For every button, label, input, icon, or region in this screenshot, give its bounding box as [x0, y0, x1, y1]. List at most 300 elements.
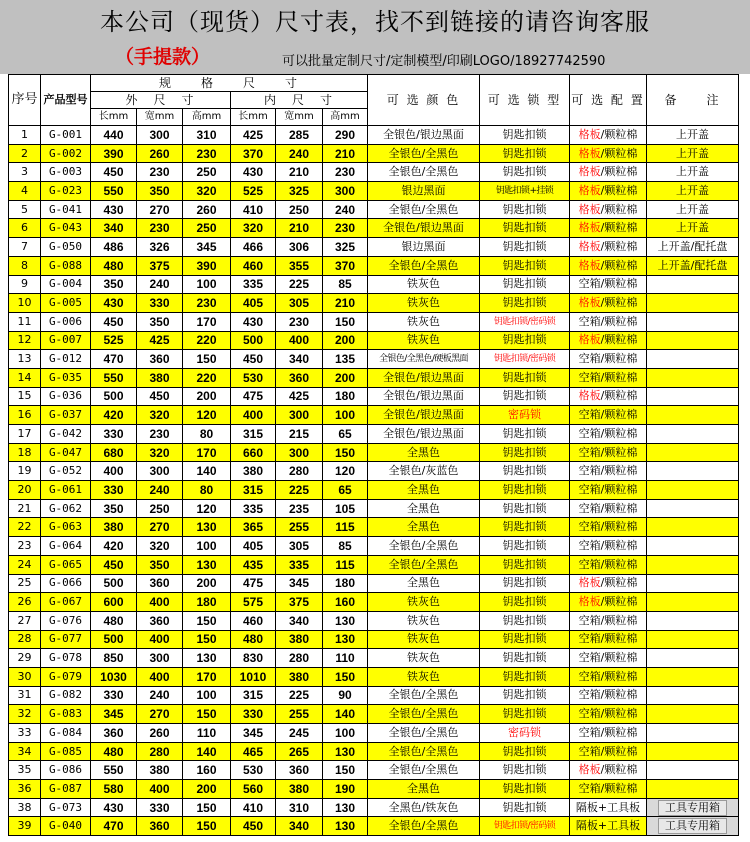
row-index: 10	[9, 294, 41, 313]
row-config	[570, 462, 647, 481]
table-row	[9, 425, 739, 444]
outer-height: 140	[183, 462, 231, 481]
row-color: 全银色/全黑色	[368, 537, 480, 556]
row-color: 全银色/全黑色	[368, 817, 480, 836]
table-row	[9, 294, 739, 313]
outer-width: 326	[137, 238, 183, 257]
row-color: 全银色/银边黑面	[368, 425, 480, 444]
outer-height: 110	[183, 724, 231, 743]
inner-width: 255	[276, 705, 323, 724]
row-config	[570, 331, 647, 350]
row-index: 1	[9, 126, 41, 145]
outer-height: 130	[183, 555, 231, 574]
outer-width: 380	[137, 761, 183, 780]
inner-width: 380	[276, 667, 323, 686]
outer-height: 100	[183, 537, 231, 556]
outer-width: 450	[137, 387, 183, 406]
config-extra: 隔板+工具板	[575, 800, 641, 814]
outer-width: 400	[137, 593, 183, 612]
config-extra: /颗粒棉	[600, 763, 638, 777]
outer-length: 480	[91, 256, 137, 275]
inner-width: 225	[276, 686, 323, 705]
config-main: 空箱	[578, 538, 601, 552]
row-index: 30	[9, 667, 41, 686]
row-index: 38	[9, 798, 41, 817]
row-remark: 上开盖	[647, 182, 739, 201]
row-color: 全银色/全黑色	[368, 761, 480, 780]
config-extra: /颗粒棉	[600, 744, 638, 758]
config-main: 格板	[578, 576, 601, 590]
outer-length: 440	[91, 126, 137, 145]
outer-width: 270	[137, 705, 183, 724]
inner-length: 400	[231, 406, 276, 425]
inner-height: 200	[323, 331, 368, 350]
outer-height: 120	[183, 406, 231, 425]
config-main: 格板	[578, 763, 601, 777]
table-row	[9, 368, 739, 387]
row-config	[570, 537, 647, 556]
table-row	[9, 256, 739, 275]
inner-width: 245	[276, 724, 323, 743]
outer-width: 230	[137, 163, 183, 182]
row-model: G-043	[41, 219, 91, 238]
row-index: 17	[9, 425, 41, 444]
inner-width: 325	[276, 182, 323, 201]
config-main: 空箱	[578, 370, 601, 384]
table-row	[9, 462, 739, 481]
config-extra: /颗粒棉	[600, 408, 638, 422]
table-row	[9, 163, 739, 182]
row-model: G-066	[41, 574, 91, 593]
config-extra: /颗粒棉	[600, 669, 638, 683]
row-color: 铁灰色	[368, 649, 480, 668]
config-main: 空箱	[578, 632, 601, 646]
inner-height: 140	[323, 705, 368, 724]
row-color: 全银色/全黑色	[368, 555, 480, 574]
row-color: 全黑色	[368, 443, 480, 462]
outer-height: 170	[183, 312, 231, 331]
row-model: G-088	[41, 256, 91, 275]
outer-height: 220	[183, 368, 231, 387]
row-index: 34	[9, 742, 41, 761]
row-index: 22	[9, 518, 41, 537]
inner-width: 340	[276, 350, 323, 369]
outer-width: 380	[137, 368, 183, 387]
outer-length: 500	[91, 387, 137, 406]
row-lock: 钥匙扣锁/密码锁	[480, 350, 570, 369]
inner-width: 250	[276, 200, 323, 219]
config-main: 空箱	[578, 464, 601, 478]
inner-width: 240	[276, 144, 323, 163]
table-row	[9, 499, 739, 518]
row-remark	[647, 555, 739, 574]
inner-height: 65	[323, 425, 368, 444]
row-index: 12	[9, 331, 41, 350]
outer-height: 130	[183, 518, 231, 537]
outer-width: 300	[137, 126, 183, 145]
col-outer-width: 宽mm	[137, 109, 183, 126]
row-remark: 上开盖	[647, 126, 739, 145]
row-lock: 钥匙扣锁	[480, 518, 570, 537]
outer-width: 350	[137, 555, 183, 574]
table-row	[9, 780, 739, 799]
outer-width: 230	[137, 219, 183, 238]
inner-height: 130	[323, 630, 368, 649]
config-extra: /颗粒棉	[600, 258, 638, 272]
row-remark	[647, 593, 739, 612]
row-config	[570, 312, 647, 331]
row-lock: 钥匙扣锁	[480, 331, 570, 350]
outer-length: 470	[91, 817, 137, 836]
row-lock: 钥匙扣锁	[480, 368, 570, 387]
row-model: G-012	[41, 350, 91, 369]
row-index: 36	[9, 780, 41, 799]
remark-label: 工具专用箱	[658, 818, 727, 834]
row-model: G-006	[41, 312, 91, 331]
table-row	[9, 331, 739, 350]
inner-width: 340	[276, 817, 323, 836]
row-lock: 钥匙扣锁	[480, 144, 570, 163]
inner-height: 230	[323, 163, 368, 182]
row-model: G-002	[41, 144, 91, 163]
row-model: G-086	[41, 761, 91, 780]
config-main: 空箱	[578, 501, 601, 515]
row-remark	[647, 368, 739, 387]
row-model: G-007	[41, 331, 91, 350]
row-lock: 钥匙扣锁	[480, 630, 570, 649]
inner-width: 380	[276, 630, 323, 649]
outer-length: 330	[91, 481, 137, 500]
row-config	[570, 780, 647, 799]
row-model: G-052	[41, 462, 91, 481]
outer-length: 550	[91, 761, 137, 780]
row-remark	[647, 817, 739, 836]
outer-width: 270	[137, 200, 183, 219]
inner-length: 410	[231, 200, 276, 219]
outer-height: 120	[183, 499, 231, 518]
table-row	[9, 443, 739, 462]
inner-width: 235	[276, 499, 323, 518]
row-remark	[647, 780, 739, 799]
row-config	[570, 200, 647, 219]
row-model: G-040	[41, 817, 91, 836]
outer-height: 220	[183, 331, 231, 350]
inner-height: 105	[323, 499, 368, 518]
row-config	[570, 163, 647, 182]
outer-length: 500	[91, 574, 137, 593]
outer-length: 430	[91, 798, 137, 817]
inner-length: 530	[231, 761, 276, 780]
config-main: 空箱	[578, 613, 601, 627]
config-extra: /颗粒棉	[600, 352, 638, 366]
row-color: 银边黑面	[368, 182, 480, 201]
config-extra: /颗粒棉	[600, 183, 638, 197]
config-extra: /颗粒棉	[600, 557, 638, 571]
row-config	[570, 275, 647, 294]
inner-length: 475	[231, 574, 276, 593]
row-index: 28	[9, 630, 41, 649]
row-model: G-003	[41, 163, 91, 182]
row-lock: 钥匙扣锁/密码锁	[480, 312, 570, 331]
row-config	[570, 219, 647, 238]
inner-width: 300	[276, 406, 323, 425]
row-index: 31	[9, 686, 41, 705]
row-remark	[647, 518, 739, 537]
inner-length: 335	[231, 275, 276, 294]
inner-width: 380	[276, 780, 323, 799]
row-model: G-085	[41, 742, 91, 761]
inner-width: 305	[276, 294, 323, 313]
outer-height: 140	[183, 742, 231, 761]
config-extra: /颗粒棉	[600, 146, 638, 160]
row-remark	[647, 481, 739, 500]
outer-width: 360	[137, 817, 183, 836]
config-main: 空箱	[578, 408, 601, 422]
inner-width: 335	[276, 555, 323, 574]
row-model: G-047	[41, 443, 91, 462]
outer-length: 380	[91, 518, 137, 537]
row-lock: 钥匙扣锁	[480, 555, 570, 574]
inner-width: 360	[276, 368, 323, 387]
row-model: G-061	[41, 481, 91, 500]
row-model: G-023	[41, 182, 91, 201]
row-remark: 上开盖	[647, 219, 739, 238]
outer-width: 320	[137, 537, 183, 556]
config-extra: /颗粒棉	[600, 426, 638, 440]
row-remark	[647, 724, 739, 743]
row-model: G-037	[41, 406, 91, 425]
config-main: 空箱	[578, 688, 601, 702]
outer-width: 260	[137, 144, 183, 163]
row-model: G-079	[41, 667, 91, 686]
row-remark	[647, 312, 739, 331]
row-remark	[647, 798, 739, 817]
table-row	[9, 761, 739, 780]
row-model: G-087	[41, 780, 91, 799]
outer-height: 250	[183, 163, 231, 182]
row-config	[570, 518, 647, 537]
inner-width: 305	[276, 537, 323, 556]
row-color: 全银色/全黑色	[368, 686, 480, 705]
row-lock: 钥匙扣锁	[480, 667, 570, 686]
outer-height: 320	[183, 182, 231, 201]
inner-height: 325	[323, 238, 368, 257]
config-main: 格板	[578, 183, 601, 197]
row-remark	[647, 630, 739, 649]
row-index: 26	[9, 593, 41, 612]
row-index: 6	[9, 219, 41, 238]
row-lock: 钥匙扣锁	[480, 462, 570, 481]
row-index: 25	[9, 574, 41, 593]
inner-height: 290	[323, 126, 368, 145]
inner-width: 425	[276, 387, 323, 406]
inner-length: 530	[231, 368, 276, 387]
inner-length: 430	[231, 312, 276, 331]
config-extra: /颗粒棉	[600, 725, 638, 739]
table-row	[9, 611, 739, 630]
row-remark	[647, 537, 739, 556]
outer-length: 480	[91, 611, 137, 630]
config-extra: /颗粒棉	[600, 632, 638, 646]
row-config	[570, 593, 647, 612]
row-color: 全银色/全黑色	[368, 705, 480, 724]
config-extra: /颗粒棉	[600, 277, 638, 291]
config-extra: /颗粒棉	[600, 296, 638, 310]
row-remark	[647, 742, 739, 761]
inner-height: 150	[323, 761, 368, 780]
outer-width: 400	[137, 630, 183, 649]
config-main: 格板	[578, 239, 601, 253]
row-index: 4	[9, 182, 41, 201]
inner-height: 210	[323, 294, 368, 313]
outer-height: 150	[183, 798, 231, 817]
outer-length: 420	[91, 406, 137, 425]
outer-width: 320	[137, 443, 183, 462]
inner-width: 255	[276, 518, 323, 537]
inner-height: 160	[323, 593, 368, 612]
outer-height: 250	[183, 219, 231, 238]
inner-height: 120	[323, 462, 368, 481]
config-main: 格板	[578, 127, 601, 141]
inner-width: 225	[276, 481, 323, 500]
config-extra: /颗粒棉	[600, 221, 638, 235]
inner-width: 215	[276, 425, 323, 444]
inner-length: 500	[231, 331, 276, 350]
row-color: 铁灰色	[368, 294, 480, 313]
table-row	[9, 724, 739, 743]
row-color: 全黑色	[368, 499, 480, 518]
col-outer-height: 高mm	[183, 109, 231, 126]
table-row	[9, 406, 739, 425]
inner-length: 320	[231, 219, 276, 238]
outer-length: 850	[91, 649, 137, 668]
outer-width: 330	[137, 294, 183, 313]
row-color: 全银色/银边黑面	[368, 406, 480, 425]
inner-height: 135	[323, 350, 368, 369]
remark-label: 工具专用箱	[658, 800, 727, 816]
row-lock: 钥匙扣锁	[480, 574, 570, 593]
outer-length: 350	[91, 275, 137, 294]
config-extra: /颗粒棉	[600, 501, 638, 515]
row-index: 14	[9, 368, 41, 387]
outer-length: 450	[91, 312, 137, 331]
row-config	[570, 630, 647, 649]
inner-length: 660	[231, 443, 276, 462]
inner-height: 150	[323, 312, 368, 331]
table-row	[9, 742, 739, 761]
row-index: 19	[9, 462, 41, 481]
row-lock: 钥匙扣锁	[480, 649, 570, 668]
row-color: 全银色/全黑色	[368, 742, 480, 761]
outer-height: 170	[183, 443, 231, 462]
outer-width: 330	[137, 798, 183, 817]
col-lock-header: 可 选 锁 型	[480, 75, 570, 126]
row-config	[570, 686, 647, 705]
inner-length: 475	[231, 387, 276, 406]
row-index: 29	[9, 649, 41, 668]
row-config	[570, 368, 647, 387]
row-remark	[647, 705, 739, 724]
row-lock: 钥匙扣锁	[480, 387, 570, 406]
config-extra: /颗粒棉	[600, 538, 638, 552]
inner-height: 90	[323, 686, 368, 705]
outer-length: 360	[91, 724, 137, 743]
row-model: G-078	[41, 649, 91, 668]
outer-length: 430	[91, 200, 137, 219]
config-main: 格板	[578, 389, 601, 403]
row-color: 全黑色/铁灰色	[368, 798, 480, 817]
outer-width: 280	[137, 742, 183, 761]
row-config	[570, 761, 647, 780]
inner-width: 355	[276, 256, 323, 275]
row-color: 全黑色	[368, 574, 480, 593]
table-row	[9, 798, 739, 817]
config-extra: /颗粒棉	[600, 651, 638, 665]
page-subtitle: （手提款）	[115, 46, 211, 68]
row-color: 全银色/全黑色	[368, 144, 480, 163]
table-row	[9, 350, 739, 369]
inner-length: 575	[231, 593, 276, 612]
inner-height: 130	[323, 798, 368, 817]
row-index: 32	[9, 705, 41, 724]
row-index: 13	[9, 350, 41, 369]
inner-height: 65	[323, 481, 368, 500]
row-config	[570, 481, 647, 500]
page-title: 本公司（现货）尺寸表，找不到链接的请咨询客服	[100, 8, 650, 36]
inner-width: 265	[276, 742, 323, 761]
config-extra: /颗粒棉	[600, 595, 638, 609]
header-banner	[0, 0, 750, 74]
config-main: 空箱	[578, 445, 601, 459]
row-color: 铁灰色	[368, 630, 480, 649]
table-row	[9, 574, 739, 593]
table-row	[9, 312, 739, 331]
table-row	[9, 275, 739, 294]
row-remark	[647, 574, 739, 593]
inner-height: 100	[323, 406, 368, 425]
row-color: 全银色/全黑色	[368, 724, 480, 743]
row-remark	[647, 387, 739, 406]
inner-length: 460	[231, 256, 276, 275]
outer-height: 200	[183, 574, 231, 593]
config-main: 空箱	[578, 707, 601, 721]
config-extra: /颗粒棉	[600, 239, 638, 253]
row-color: 全黑色	[368, 481, 480, 500]
outer-height: 80	[183, 481, 231, 500]
row-lock: 钥匙扣锁	[480, 537, 570, 556]
outer-width: 400	[137, 667, 183, 686]
config-extra: /颗粒棉	[600, 688, 638, 702]
row-model: G-062	[41, 499, 91, 518]
row-index: 5	[9, 200, 41, 219]
inner-height: 115	[323, 518, 368, 537]
row-lock: 钥匙扣锁	[480, 611, 570, 630]
row-index: 23	[9, 537, 41, 556]
inner-length: 330	[231, 705, 276, 724]
row-config	[570, 182, 647, 201]
row-model: G-041	[41, 200, 91, 219]
row-lock: 钥匙扣锁	[480, 275, 570, 294]
row-index: 20	[9, 481, 41, 500]
inner-height: 85	[323, 275, 368, 294]
row-config	[570, 705, 647, 724]
outer-length: 390	[91, 144, 137, 163]
inner-width: 210	[276, 163, 323, 182]
inner-width: 210	[276, 219, 323, 238]
row-index: 27	[9, 611, 41, 630]
row-config	[570, 555, 647, 574]
inner-height: 130	[323, 611, 368, 630]
